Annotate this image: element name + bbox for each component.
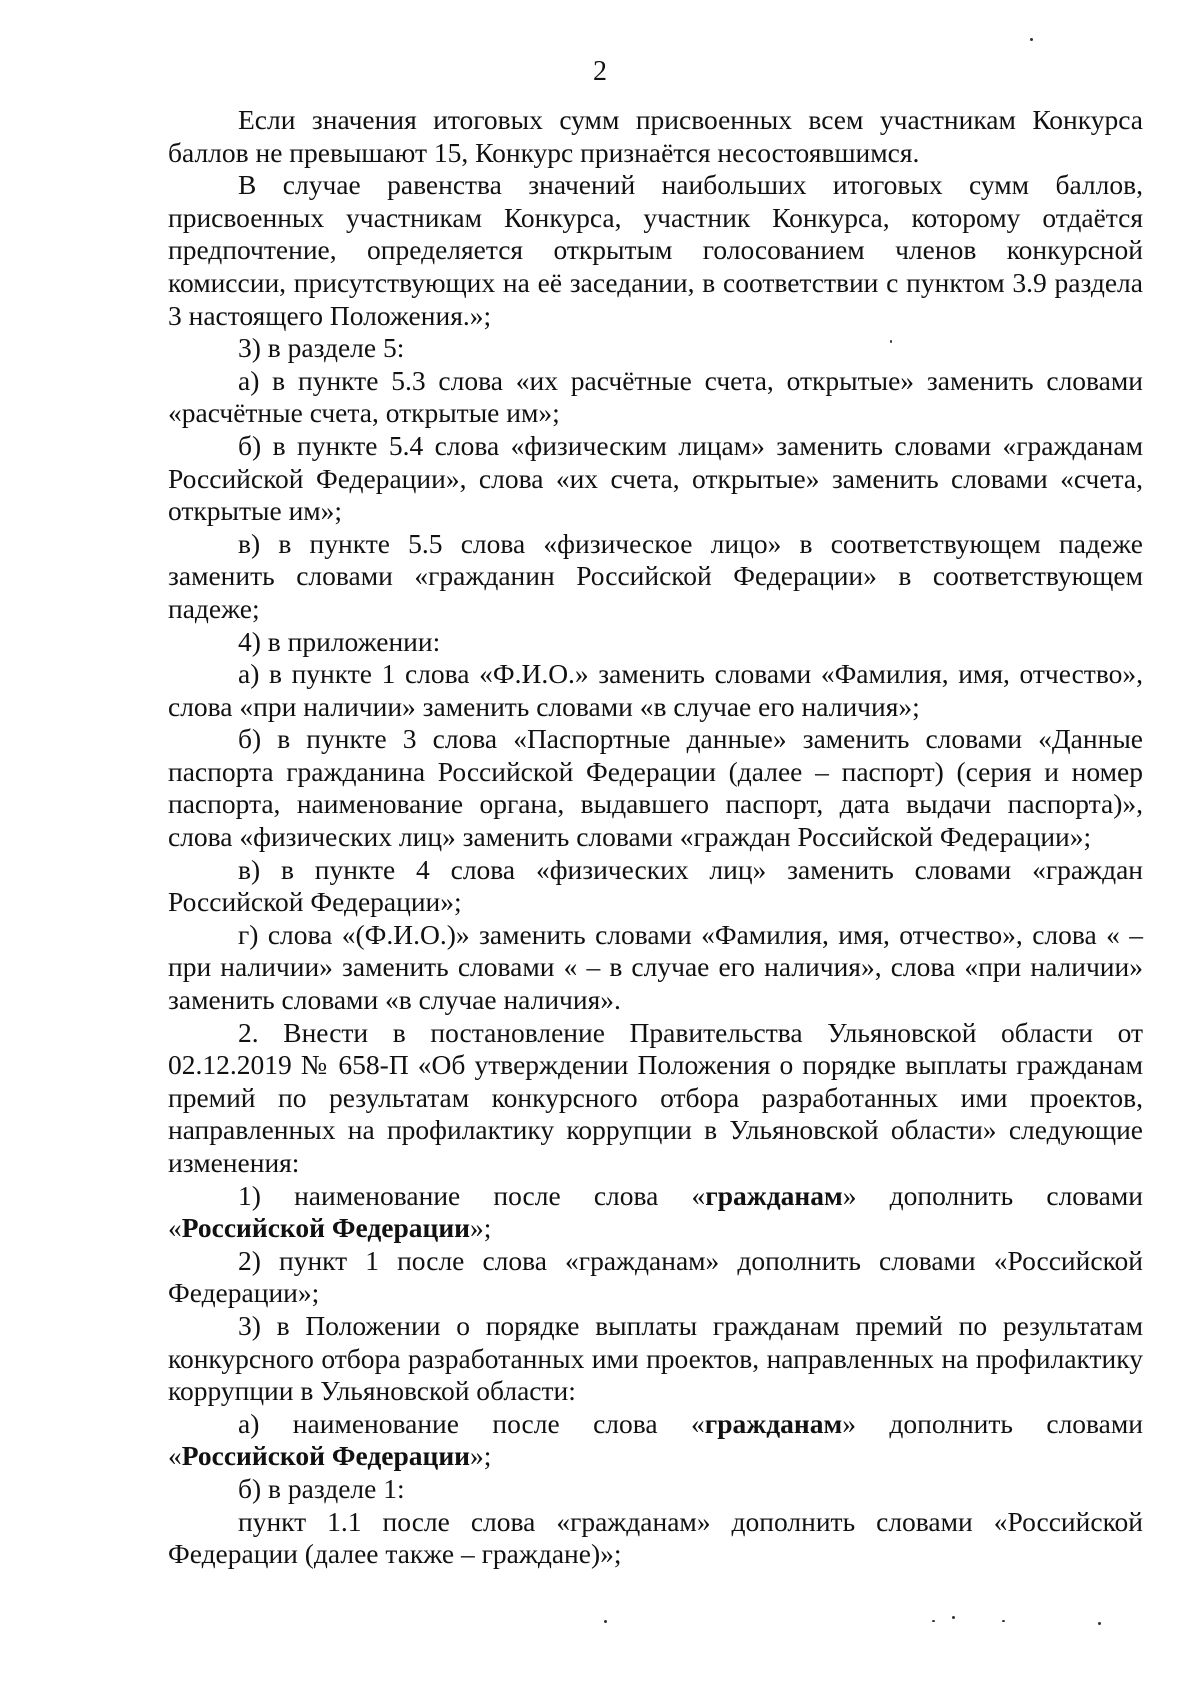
paragraph-title-amendment — [168, 1180, 1143, 1245]
paragraph-fio-replacement: г) слова «(Ф.И.О.)» заменить словами «Фамилия, имя, отчество», слова « – при наличии» заменить словами « – в случае его наличия», слова «при наличии» заменить словами «в случае наличия». — [168, 918, 1143, 1016]
text-run: » дополнить словами « — [168, 1179, 1143, 1244]
text-run: »; — [470, 1440, 492, 1472]
paragraph-item-5-4: б) в пункте 5.4 слова «физическим лицам» заменить словами «гражданам Российской Федерации», слова «их счета, открытые» заменить словами «счета, открытые им»; — [168, 429, 1143, 527]
paragraph-item-1-1: пункт 1.1 после слова «гражданам» дополнить словами «Российской Федерации (далее также – граждане)»; — [168, 1505, 1143, 1570]
paragraph-regulation-title-amendment — [168, 1408, 1143, 1473]
scan-speck — [952, 1616, 955, 1619]
paragraph-appendix-item-3: б) в пункте 3 слова «Паспортные данные» заменить словами «Данные паспорта гражданина Российской Федерации (далее – паспорт) (серия и номер паспорта, наименование органа, выдавшего паспорт, дата выдачи паспорта)», слова «физических лиц» заменить словами «граждан Российской Федерации»; — [168, 723, 1143, 853]
bold-text-run: гражданам — [705, 1179, 843, 1211]
text-run: 1) наименование после слова « — [238, 1179, 706, 1211]
paragraph-appendix-item-1: а) в пункте 1 слова «Ф.И.О.» заменить словами «Фамилия, имя, отчество», слова «при наличии» заменить словами «в случае его наличия»; — [168, 658, 1143, 722]
paragraph-item-1-amendment: 2) пункт 1 после слова «гражданам» дополнить словами «Российской Федерации»; — [168, 1244, 1143, 1309]
paragraph-regulation-amendments: 3) в Положении о порядке выплаты гражданам премий по результатам конкурсного отбора разработанных ими проектов, направленных на профилактику коррупции в Ульяновской области: — [168, 1309, 1143, 1407]
paragraph-section-5: 3) в разделе 5: — [238, 332, 405, 364]
paragraph-contest-void: Если значения итоговых сумм присвоенных всем участникам Конкурса баллов не превышают 15, Конкурс признаётся несостоявшимся. — [168, 104, 1143, 168]
scan-speck — [1002, 1620, 1005, 1622]
paragraph-section-1: б) в разделе 1: — [238, 1472, 405, 1504]
paragraph-appendix-item-4: в) в пункте 4 слова «физических лиц» заменить словами «граждан Российской Федерации»; — [168, 853, 1143, 918]
paragraph-tie-break: В случае равенства значений наибольших итоговых сумм баллов, присвоенных участникам Конкурса, участник Конкурса, которому отдаётся предпочтение, определяется открытым голосованием членов конкурсной комиссии, присутствующих на её заседании, в соответствии с пунктом 3.9 раздела 3 настоящего Положения.»; — [168, 169, 1143, 331]
page-number: 2 — [593, 56, 607, 87]
text-run: » дополнить словами « — [168, 1407, 1143, 1472]
text-run: »; — [470, 1212, 492, 1244]
paragraph-appendix: 4) в приложении: — [238, 625, 441, 657]
scan-speck — [890, 340, 892, 343]
scan-speck — [604, 1620, 607, 1623]
document-body — [168, 104, 1143, 1571]
text-run: а) наименование после слова « — [238, 1407, 705, 1439]
bold-text-run: гражданам — [704, 1407, 843, 1439]
scan-speck — [932, 1620, 935, 1622]
paragraph-amend-resolution-658: 2. Внести в постановление Правительства Ульяновской области от 02.12.2019 № 658-П «Об утверждении Положения о порядке выплаты гражданам премий по результатам конкурсного отбора разработанных ими проектов, направленных на профилактику коррупции в Ульяновской области» следующие изменения: — [168, 1016, 1143, 1178]
bold-text-run: Российской Федерации — [181, 1440, 471, 1472]
paragraph-item-5-3: а) в пункте 5.3 слова «их расчётные счета, открытые» заменить словами «расчётные счета, открытые им»; — [168, 364, 1143, 429]
paragraph-item-5-5: в) в пункте 5.5 слова «физическое лицо» в соответствующем падеже заменить словами «гражданин Российской Федерации» в соответствующем падеже; — [168, 527, 1143, 624]
scan-speck — [1030, 38, 1033, 41]
scan-speck — [1098, 1622, 1101, 1625]
bold-text-run: Российской Федерации — [181, 1212, 471, 1244]
